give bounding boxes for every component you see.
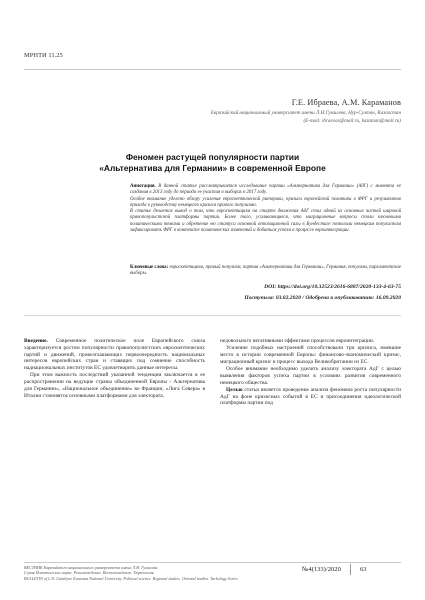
abstract-paragraph-3: В статье делается вывод о том, что евроскептицизм на старте движения АдГ стал одной из основных частей широкой правопопулистской платформы партии. Более того, усиливающиеся, что миграционные вопросы стали ключевыми политическими темами и обретение ею статуса основной оппозиционной силы в Бундестаге позволили немецким популистам зафиксировать ФРГ в контексте политических изменений и добиться успеха в процессе евроинтеграции. [130,209,401,233]
abstract [130,184,401,234]
body-paragraph: Особое внимание необходимо уделить анализу электората АдГ с целью выявления факторов успеха партии в условиях развития современного немецкого общества. [220,366,401,386]
intro-label: Введение. [24,338,48,344]
goal-text: статьи является проведение анализа феномена роста популярности АдГ на фоне кризисных событий в ЕС и присоединения идеологической платформы партии под [220,386,401,407]
journal-line-1: ВЕСТНИК Евразийского национального университета имени Л.Н. Гумилева. [24,565,159,570]
page-number: 63 [360,566,367,573]
section-divider [24,315,401,316]
abstract-paragraph-1 [130,184,401,197]
mrnti-code: МРНТИ 11.25 [24,52,63,59]
authors: Г.Е. Ибраева, А.М. Караманов [291,98,401,107]
intro-text: Современное политическое поле Европейского союза характеризуется ростом популярности правопопулистских евроскептических партий и движений, провозглашающих первоочередность национальных интересов европейских стран и ставящих под сомнение способность наднациональных институтов ЕС удовлетворить данные интересы. [24,338,205,371]
issue-number: №4(133)/2020 [302,566,341,573]
article-title [60,152,365,173]
body-paragraph: При этом важность последствий указанной тенденции заключается в ее распространении на ведущие страны объединенной Европы - Альтернатива для Германии», «Национальное объединение» во Франции, «Лига Севера» в Италии становятся основными платформами для электората, [24,372,205,399]
abstract-text-1: В данной статье рассматривается исследование партии «Альтернатива для Германии» (АдГ) с момента ее создания в 2013 году до периода ее участия в выборах в 2017 году. [130,184,401,196]
affiliation-email: (E-mail: ibraevas@mail.ru, kazaman@mail.ru) [303,117,401,124]
journal-line-2: Серия Политические науки. Регионоведение. Востоковедение. Тюркология. [24,570,155,576]
doi-link[interactable]: DOI: https://doi.org/10.32523/2616-6887/2020-133-4-63-75 [264,284,401,290]
footer-divider [24,562,401,563]
title-line-2: «Альтернатива для Германии» в современной Европе [99,162,326,173]
intro-paragraph [24,338,205,372]
affiliation-university: Евразийский национальный университет имени Л.Н.Гумилева, Нур-Султан, Казахстан [210,110,401,116]
body-column-right [220,338,401,408]
abstract-paragraph-2: Особое внимание уделено обзору усиления евроскептической риторики, кризиса европейской политики в ФРГ и результатов прихода к руководству немецкого кризиса правого популизма. [130,196,401,208]
title-line-1: Феномен растущей популярности партии [125,152,300,162]
keywords-text: евроскептицизм, правый популизм, партия «Альтернатива для Германии», Германия, популизм, парламентские выборы. [130,265,401,277]
submission-dates: Поступила: 03.02.2020 / Одобрена к опубликованию: 16.09.2020 [244,295,401,301]
abstract-label: Аннотация. [130,184,156,189]
body-column-left [24,338,205,400]
body-paragraph: Усиление подобных настроений способствовали три кризиса, имевшие место в истории современной Европы: финансово-экономический кризис, миграционный кризис и процесс выхода Великобритании из ЕС. [220,345,401,365]
goal-paragraph [220,387,401,407]
journal-line-3: BULLETIN of L.N. Gumilyov Eurasian National University. Political science. Regional studies. Oriental studies. Turkology Series [24,575,238,581]
footer-separator [350,564,351,575]
journal-info [24,565,294,581]
goal-label: Целью [226,386,243,393]
body-paragraph: недовольного негативными эффектами процессов евроинтеграции. [220,338,375,344]
keywords-label: Ключевые слова: [130,265,169,270]
keywords [130,265,401,278]
header-divider [24,69,401,70]
affiliation [141,110,401,125]
